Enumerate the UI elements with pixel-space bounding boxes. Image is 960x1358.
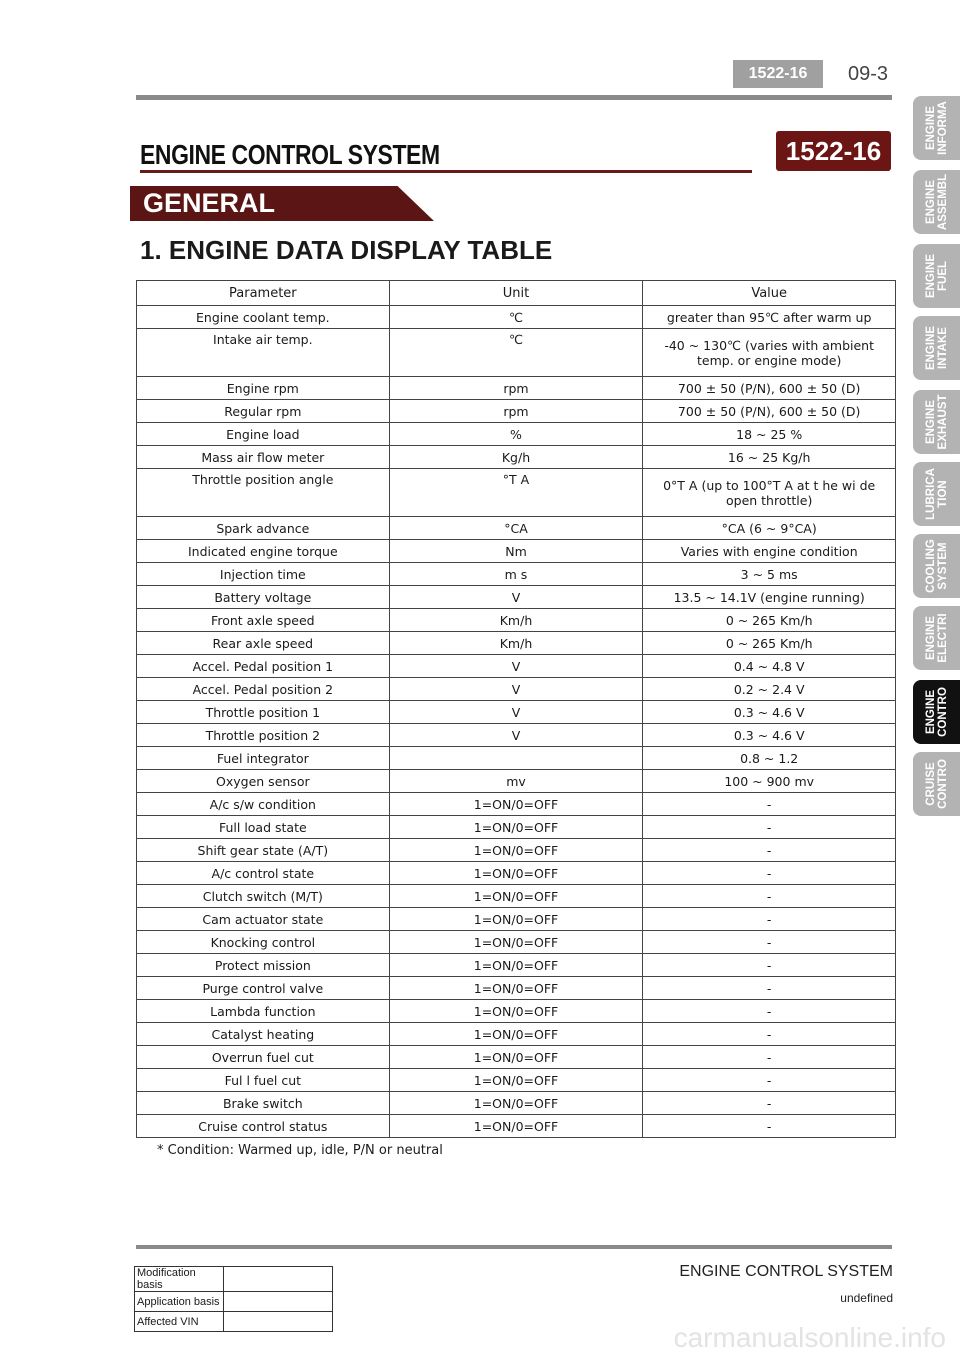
cell-parameter: Brake switch [137,1092,390,1115]
table-row [137,329,896,377]
cell-value: - [643,793,896,816]
cell-value: - [643,839,896,862]
side-tab-engine-intake[interactable] [913,316,960,380]
cell-value: 0°T A (up to 100°T A at t he wi de open throttle) [643,469,896,517]
table-row [137,977,896,1000]
bottom-divider [136,1245,892,1249]
table-row [137,1069,896,1092]
cell-parameter: Engine coolant temp. [137,306,390,329]
table-row [137,1000,896,1023]
cell-value: - [643,977,896,1000]
cell-unit: Kg/h [389,446,643,469]
page-number: 09-3 [848,63,889,85]
cell-parameter: Catalyst heating [137,1023,390,1046]
cell-parameter: Mass air flow meter [137,446,390,469]
cell-value: 0 ~ 265 Km/h [643,609,896,632]
cell-parameter: A/c s/w condition [137,793,390,816]
cell-parameter: Fuel integrator [137,747,390,770]
cell-value: - [643,1023,896,1046]
cell-parameter: Knocking control [137,931,390,954]
table-heading: 1. ENGINE DATA DISPLAY TABLE [140,235,553,265]
cell-unit: mv [389,770,643,793]
cell-value: -40 ~ 130℃ (varies with ambient temp. or engine mode) [643,329,896,377]
cell-unit: m s [389,563,643,586]
cell-parameter: Throttle position 2 [137,724,390,747]
table-row [137,931,896,954]
cell-value: 0.3 ~ 4.6 V [643,701,896,724]
cell-parameter: Oxygen sensor [137,770,390,793]
table-row [137,1115,896,1138]
section-title: ENGINE CONTROL SYSTEM [140,139,440,170]
side-tab-engine-fuel[interactable] [913,244,960,308]
cell-parameter: Cam actuator state [137,908,390,931]
side-tab-engine-electri[interactable] [913,606,960,670]
cell-parameter: A/c control state [137,862,390,885]
side-tab-engine-informa[interactable] [913,96,960,160]
cell-parameter: Full load state [137,816,390,839]
side-tab-engine-exhaust[interactable] [913,390,960,454]
top-divider [136,95,892,100]
cell-parameter: Accel. Pedal position 1 [137,655,390,678]
cell-unit: 1=ON/0=OFF [389,816,643,839]
table-row [137,517,896,540]
cell-unit: 1=ON/0=OFF [389,1115,643,1138]
cell-parameter: Purge control valve [137,977,390,1000]
engine-data-table [136,280,896,1138]
table-row [137,1046,896,1069]
cell-parameter: Spark advance [137,517,390,540]
cell-value: Varies with engine condition [643,540,896,563]
cell-parameter: Intake air temp. [137,329,390,377]
table-row [137,400,896,423]
cell-value: - [643,885,896,908]
table-row [137,306,896,329]
cell-unit: 1=ON/0=OFF [389,1023,643,1046]
table-row [137,1092,896,1115]
side-tab-label: CRUISE CONTRO [924,759,949,809]
general-banner-text: GENERAL [143,188,276,218]
cell-value: 0.8 ~ 1.2 [643,747,896,770]
table-row [137,377,896,400]
cell-parameter: Indicated engine torque [137,540,390,563]
table-row [137,655,896,678]
cell-parameter: Accel. Pedal position 2 [137,678,390,701]
cell-unit: °T A [389,469,643,517]
cell-parameter: Cruise control status [137,1115,390,1138]
cell-unit: Km/h [389,609,643,632]
header-unit: Unit [389,281,643,306]
table-row [137,954,896,977]
table-row [137,469,896,517]
cell-value: - [643,1092,896,1115]
modification-row [135,1267,333,1292]
cell-value: - [643,1115,896,1138]
side-tab-label: ENGINE INFORMA [924,101,949,155]
table-row [137,423,896,446]
table-row [137,678,896,701]
cell-value: 18 ~ 25 % [643,423,896,446]
application-basis-label: Application basis [135,1292,224,1312]
modification-basis-value [224,1267,333,1292]
table-body [137,306,896,1138]
table-header-row [137,281,896,306]
cell-unit: 1=ON/0=OFF [389,931,643,954]
table-row [137,446,896,469]
side-tab-label: ENGINE EXHAUST [924,394,949,450]
cell-unit: % [389,423,643,446]
table-row [137,540,896,563]
cell-value: - [643,931,896,954]
cell-value: 16 ~ 25 Kg/h [643,446,896,469]
cell-unit: rpm [389,400,643,423]
cell-unit: 1=ON/0=OFF [389,977,643,1000]
table-row [137,586,896,609]
table-row [137,1023,896,1046]
side-tab-label: ENGINE ELECTRI [924,613,949,663]
cell-unit: ℃ [389,329,643,377]
cell-value: 0 ~ 265 Km/h [643,632,896,655]
code-badge-top: 1522-16 [733,60,823,88]
cell-unit: V [389,586,643,609]
cell-value: 700 ± 50 (P/N), 600 ± 50 (D) [643,377,896,400]
header-value: Value [643,281,896,306]
modification-basis-label: Modification basis [135,1267,224,1292]
cell-parameter: Front axle speed [137,609,390,632]
side-tab-engine-contro[interactable] [913,680,960,744]
cell-parameter: Engine rpm [137,377,390,400]
cell-value: - [643,1069,896,1092]
cell-unit: 1=ON/0=OFF [389,1046,643,1069]
watermark [0,1322,960,1354]
cell-value: 13.5 ~ 14.1V (engine running) [643,586,896,609]
cell-value: 100 ~ 900 mv [643,770,896,793]
cell-unit: Km/h [389,632,643,655]
cell-value: - [643,1046,896,1069]
table-row [137,701,896,724]
cell-parameter: Engine load [137,423,390,446]
watermark-text: carmanualsonline.info [673,1322,946,1353]
cell-parameter: Battery voltage [137,586,390,609]
cell-value: 0.4 ~ 4.8 V [643,655,896,678]
cell-value: - [643,1000,896,1023]
cell-unit: ℃ [389,306,643,329]
application-basis-value [224,1292,333,1312]
table-row [137,747,896,770]
side-tab-label: ENGINE FUEL [924,253,949,299]
footer-title: ENGINE CONTROL SYSTEM [679,1263,893,1280]
cell-parameter: Throttle position 1 [137,701,390,724]
cell-value: 700 ± 50 (P/N), 600 ± 50 (D) [643,400,896,423]
table-row [137,885,896,908]
modification-row [135,1292,333,1312]
cell-value: - [643,862,896,885]
cell-parameter: Injection time [137,563,390,586]
cell-unit: V [389,724,643,747]
cell-parameter: Regular rpm [137,400,390,423]
cell-parameter: Lambda function [137,1000,390,1023]
side-tab-engine-assembl[interactable] [913,170,960,234]
cell-parameter: Rear axle speed [137,632,390,655]
cell-parameter: Protect mission [137,954,390,977]
table-row [137,839,896,862]
footer-subtitle: undefined [840,1291,893,1305]
side-tab-cooling-system[interactable] [913,534,960,598]
cell-unit: rpm [389,377,643,400]
table-row [137,563,896,586]
side-tab-label: ENGINE ASSEMBL [924,173,949,231]
cell-unit: 1=ON/0=OFF [389,839,643,862]
cell-unit: °CA [389,517,643,540]
affected-vin-label: Affected VIN [135,1312,224,1332]
cell-value: - [643,816,896,839]
side-tab-label: ENGINE CONTRO [924,687,949,737]
table-row [137,724,896,747]
side-tab-lubrica-tion[interactable] [913,462,960,526]
cell-parameter: Overrun fuel cut [137,1046,390,1069]
side-tab-label: LUBRICA TION [924,468,949,520]
cell-unit: 1=ON/0=OFF [389,1000,643,1023]
cell-unit: 1=ON/0=OFF [389,908,643,931]
table-row [137,770,896,793]
cell-parameter: Shift gear state (A/T) [137,839,390,862]
cell-unit: V [389,701,643,724]
cell-unit: 1=ON/0=OFF [389,1092,643,1115]
cell-unit: Nm [389,540,643,563]
table-row [137,609,896,632]
cell-unit: 1=ON/0=OFF [389,885,643,908]
cell-unit: 1=ON/0=OFF [389,862,643,885]
cell-unit: V [389,655,643,678]
side-tab-cruise-contro[interactable] [913,752,960,816]
cell-unit: 1=ON/0=OFF [389,1069,643,1092]
table-row [137,632,896,655]
cell-unit: 1=ON/0=OFF [389,793,643,816]
section-code-badge: 1522-16 [776,131,891,171]
table-row [137,793,896,816]
table-row [137,908,896,931]
side-tab-label: COOLING SYSTEM [924,539,949,593]
cell-parameter: Clutch switch (M/T) [137,885,390,908]
footnote: * Condition: Warmed up, idle, P/N or neutral [157,1143,443,1158]
cell-value: 3 ~ 5 ms [643,563,896,586]
cell-value: °CA (6 ~ 9°CA) [643,517,896,540]
cell-parameter: Ful l fuel cut [137,1069,390,1092]
table-row [137,816,896,839]
side-tab-label: ENGINE INTAKE [924,325,949,371]
cell-value: 0.2 ~ 2.4 V [643,678,896,701]
table-row [137,862,896,885]
cell-value: 0.3 ~ 4.6 V [643,724,896,747]
cell-value: - [643,908,896,931]
cell-value: - [643,954,896,977]
title-underline [140,170,752,173]
cell-unit: V [389,678,643,701]
cell-unit [389,747,643,770]
header-parameter: Parameter [137,281,390,306]
cell-parameter: Throttle position angle [137,469,390,517]
cell-value: greater than 95℃ after warm up [643,306,896,329]
cell-unit: 1=ON/0=OFF [389,954,643,977]
